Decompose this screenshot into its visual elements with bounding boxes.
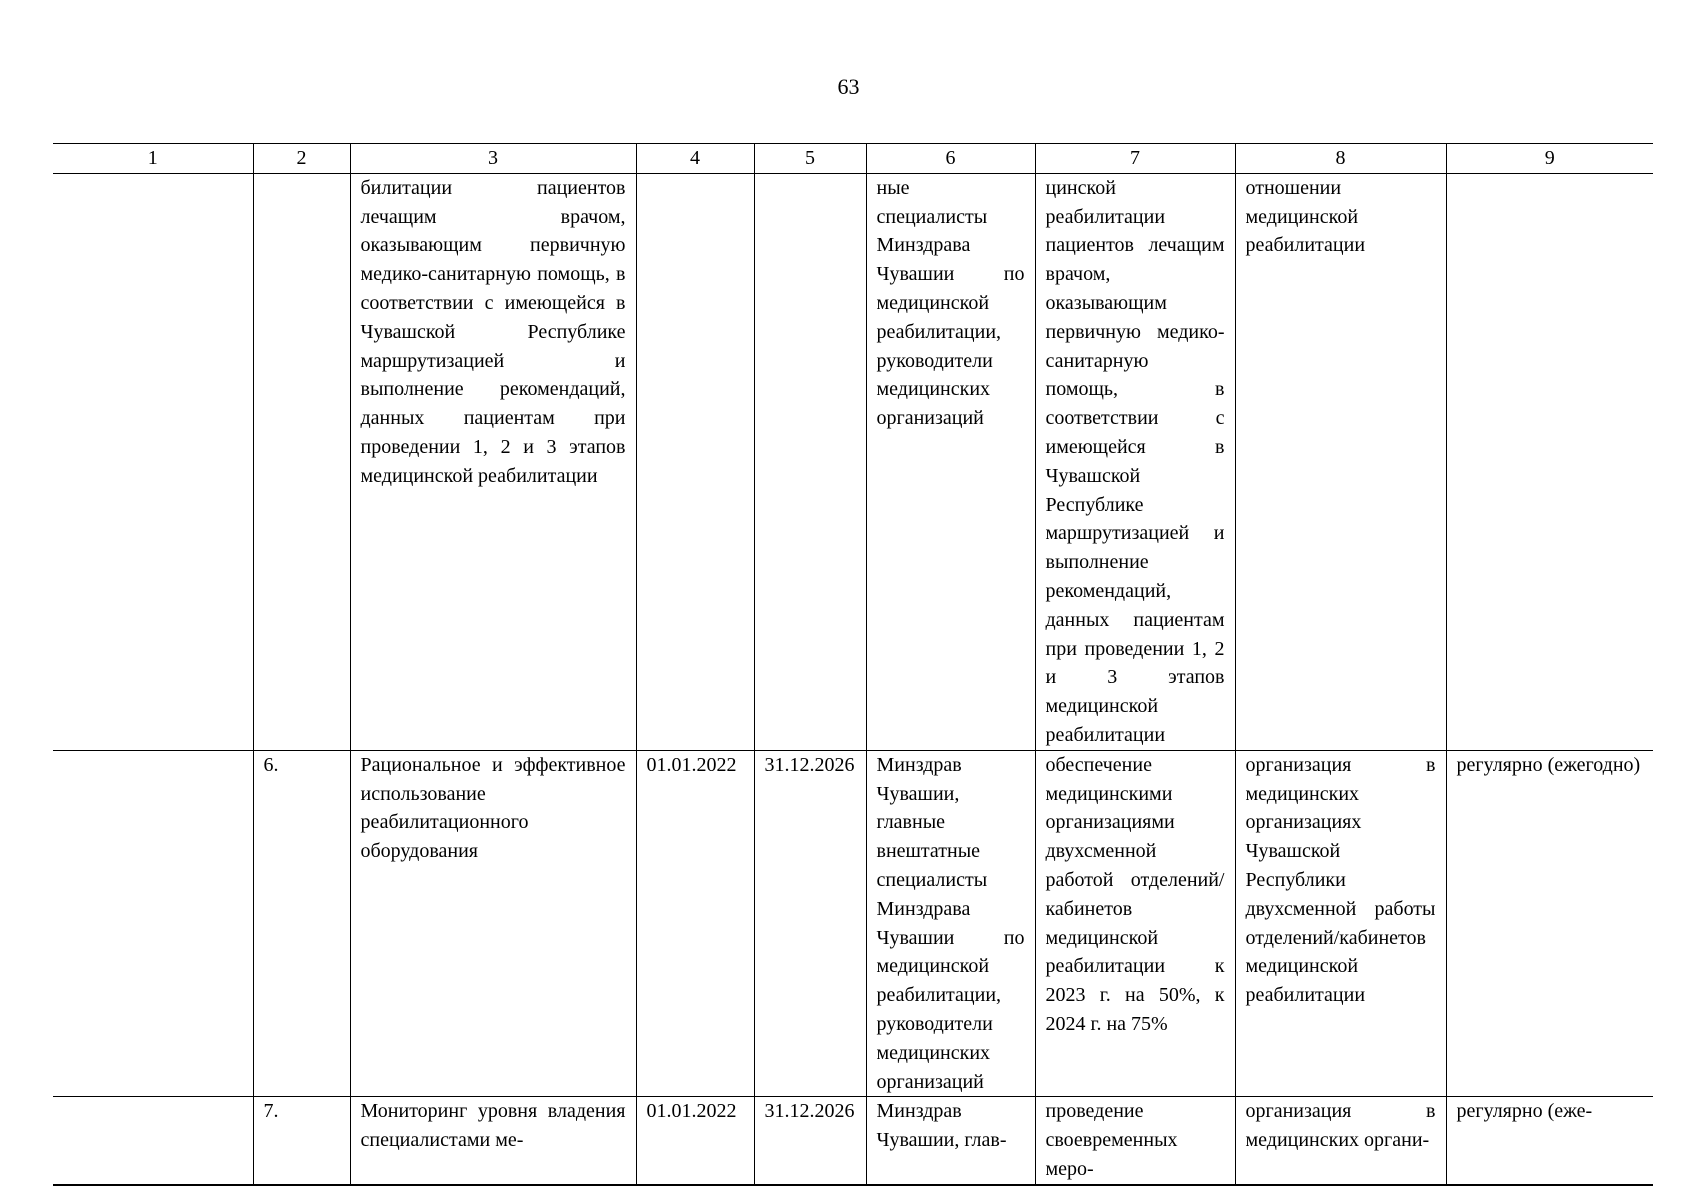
cell-blank — [53, 750, 253, 1097]
cell-frequency — [1446, 173, 1653, 750]
cell-number: 6. — [253, 750, 350, 1097]
col-header-8: 8 — [1235, 144, 1446, 174]
cell-event: Рациональное и эффективное использование реабилитационного оборудования — [350, 750, 636, 1097]
cell-start-date: 01.01.2022 — [636, 1097, 754, 1185]
column-number-header — [53, 144, 1653, 174]
col-header-3: 3 — [350, 144, 636, 174]
table-row — [53, 1097, 1653, 1185]
cell-end-date: 31.12.2026 — [754, 750, 866, 1097]
cell-indicator: организация в медицинских органи- — [1235, 1097, 1446, 1185]
cell-event: билитации пациентов лечащим врачом, оказывающим первичную медико-санитарную помощь, в соответствии с имеющейся в Чувашской Республике маршрутизацией и выполнение рекомендаций, данных пациентам при проведении 1, 2 и 3 этапов медицинской реабилитации — [350, 173, 636, 750]
col-header-5: 5 — [754, 144, 866, 174]
col-header-4: 4 — [636, 144, 754, 174]
cell-responsible: Минздрав Чувашии, глав- — [866, 1097, 1035, 1185]
cell-start-date: 01.01.2022 — [636, 750, 754, 1097]
col-header-9: 9 — [1446, 144, 1653, 174]
cell-blank — [53, 1097, 253, 1185]
cell-indicator: отношении медицинской реабилитации — [1235, 173, 1446, 750]
cell-result: цинской реабилитации пациентов лечащим врачом, оказывающим первичную медико-санитарную помощь, в соответствии с имеющейся в Чувашской Республике маршрутизацией и выполнение рекомендаций, данных пациентам при проведении 1, 2 и 3 этапов медицинской реабилитации — [1035, 173, 1235, 750]
col-header-7: 7 — [1035, 144, 1235, 174]
col-header-1: 1 — [53, 144, 253, 174]
cell-number — [253, 173, 350, 750]
cell-end-date — [754, 173, 866, 750]
table-row — [53, 750, 1653, 1097]
cell-end-date: 31.12.2026 — [754, 1097, 866, 1185]
cell-frequency: регулярно (ежегодно) — [1446, 750, 1653, 1097]
cell-responsible: ные специалисты Минздрава Чувашии по медицинской реабилитации, руководители медицинских организаций — [866, 173, 1035, 750]
table-row — [53, 173, 1653, 750]
cell-event: Мониторинг уровня владения специалистами ме- — [350, 1097, 636, 1185]
cell-start-date — [636, 173, 754, 750]
cell-result: обеспечение медицинскими организациями двухсменной работой отделений/кабинетов медицинской реабилитации к 2023 г. на 50%, к 2024 г. на 75% — [1035, 750, 1235, 1097]
cell-number: 7. — [253, 1097, 350, 1185]
col-header-6: 6 — [866, 144, 1035, 174]
col-header-2: 2 — [253, 144, 350, 174]
plan-table — [53, 143, 1653, 1186]
page-number: 63 — [837, 74, 860, 99]
cell-responsible: Минздрав Чувашии, главные внештатные специалисты Минздрава Чувашии по медицинской реабилитации, руководители медицинских организаций — [866, 750, 1035, 1097]
cell-frequency: регулярно (еже- — [1446, 1097, 1653, 1185]
cell-result: проведение своевременных меро- — [1035, 1097, 1235, 1185]
cell-blank — [53, 173, 253, 750]
cell-indicator: организация в медицинских организациях Чувашской Республики двухсменной работы отделений/кабинетов медицинской реабилитации — [1235, 750, 1446, 1097]
